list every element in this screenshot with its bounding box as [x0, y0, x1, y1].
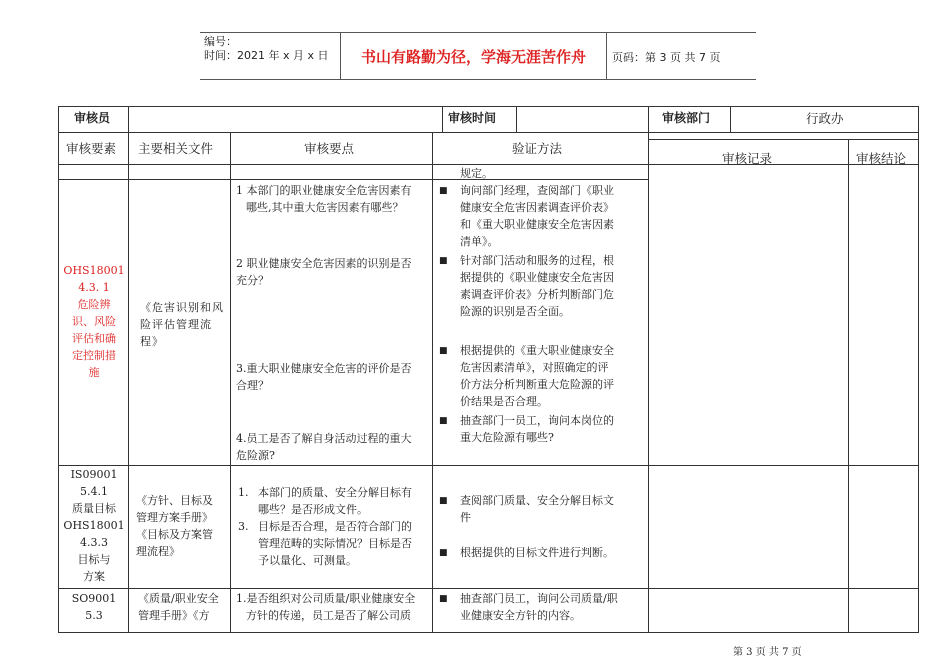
col-divider: [442, 106, 443, 132]
row3-method-1: 抽查部门员工，询问公司质量/职 业健康安全方针的内容。: [460, 592, 618, 622]
col-divider: [648, 106, 649, 132]
row1-docs: 《危害识别和风 险评估管理流 程》: [140, 301, 224, 348]
row-divider: [58, 132, 919, 133]
col-divider: [432, 132, 433, 633]
col-header-element: 审核要素: [66, 141, 117, 156]
col-divider: [648, 132, 649, 633]
row2-docs: 《方针、目标及 管理方案手册》 《目标及方案管 理流程》: [136, 494, 213, 558]
number-label: 编号：: [204, 35, 237, 48]
row2-method-1: 查阅部门质量、安全分解目标文 件: [460, 494, 614, 524]
row1-point-1: 1 本部门的职业健康安全危害因素有 哪些,其中重大危害因素有哪些？: [236, 184, 412, 214]
col-header-record: 审核记录: [722, 151, 773, 166]
row1-method-3: 根据提供的《重大职业健康安全 危害因素清单》，对照确定的评 价方法分析判断重大危险源的评 价结果是否合理。: [460, 344, 614, 408]
header-divider: [606, 33, 607, 79]
bullet-icon: ■: [439, 548, 448, 558]
audit-time-label: 审核时间: [448, 111, 497, 125]
page-footer: 第 3 页 共 7 页: [733, 647, 802, 658]
col-header-points: 审核要点: [304, 141, 355, 156]
row3-docs: 《质量/职业安全 管理手册》《方: [138, 592, 219, 622]
row1-point-2: 2 职业健康安全危害因素的识别是否 充分？: [236, 257, 412, 287]
header-meta: [204, 35, 329, 63]
table-border: [918, 106, 919, 633]
row1-point-3: 3.重大职业健康安全危害的评价是否 合理？: [236, 362, 412, 392]
table-border: [58, 106, 919, 107]
bullet-icon: ■: [439, 416, 448, 426]
row2-method-2: 根据提供的目标文件进行判断。: [460, 546, 614, 559]
time-label: 时间：2021 年 x 月 x 日: [204, 49, 329, 62]
page-header: [200, 32, 756, 80]
bullet-icon: ■: [439, 256, 448, 266]
audit-table: [58, 106, 919, 633]
row1-method-1: 询问部门经理，查阅部门《职业 健康安全危害因素调查评价表》 和《重大职业健康安全危害因素 清单》。: [460, 184, 614, 248]
col-header-method: 验证方法: [512, 141, 563, 156]
row-divider: [58, 179, 648, 180]
audit-dept-value: 行政办: [806, 111, 844, 126]
col-divider: [848, 139, 849, 633]
row1-point-4: 4.员工是否了解自身活动过程的重大 危险源?: [236, 432, 412, 462]
col-header-conclusion: 审核结论: [856, 151, 907, 166]
table-border: [58, 632, 919, 633]
bullet-icon: ■: [439, 594, 448, 604]
row3-element: SO9001 5.3: [71, 592, 117, 622]
bullet-icon: ■: [439, 186, 448, 196]
row2-point-1-number: 1.: [238, 486, 249, 499]
row1-method-2: 针对部门活动和服务的过程，根 据提供的《职业健康安全危害因 素调查评价表》分析判断部门危 险源的识别是否全面。: [460, 254, 614, 318]
row2-point-3-number: 3.: [238, 520, 249, 533]
row3-point-1: 1.是否组织对公司质量/职业健康安全 方针的传递，员工是否了解公司质: [236, 592, 416, 622]
row-divider: [58, 465, 919, 466]
col-divider: [516, 106, 517, 132]
bullet-icon: ■: [439, 346, 448, 356]
carry-over-text: 规定。: [460, 167, 493, 180]
row2-element: IS09001 5.4.1 质量目标 OHS18001 4.3.3 目标与 方案: [63, 468, 125, 583]
bullet-icon: ■: [439, 496, 448, 506]
row1-element: OHS18001 4.3. 1 危险辨 识、风险 评估和确 定控制措 施: [63, 264, 125, 379]
col-divider: [730, 106, 731, 132]
row2-point-1: 本部门的质量、安全分解目标有 哪些？是否形成文件。: [258, 486, 412, 516]
row-divider: [58, 588, 919, 589]
row2-point-3: 目标是否合理，是否符合部门的 管理范畴的实际情况？目标是否 予以量化、可测量。: [258, 520, 412, 567]
auditor-label: 审核员: [74, 111, 111, 125]
col-divider: [230, 132, 231, 633]
col-header-docs: 主要相关文件: [138, 141, 214, 156]
header-page-info: 页码：第 3 页 共 7 页: [612, 51, 721, 64]
col-divider: [128, 106, 129, 132]
header-motto: 书山有路勤为径，学海无涯苦作舟: [360, 48, 586, 66]
row-divider: [648, 139, 919, 140]
row1-method-4: 抽查部门一员工，询问本岗位的 重大危险源有哪些?: [460, 414, 614, 444]
col-divider: [128, 132, 129, 633]
table-border: [58, 106, 59, 633]
audit-dept-label: 审核部门: [662, 111, 711, 125]
